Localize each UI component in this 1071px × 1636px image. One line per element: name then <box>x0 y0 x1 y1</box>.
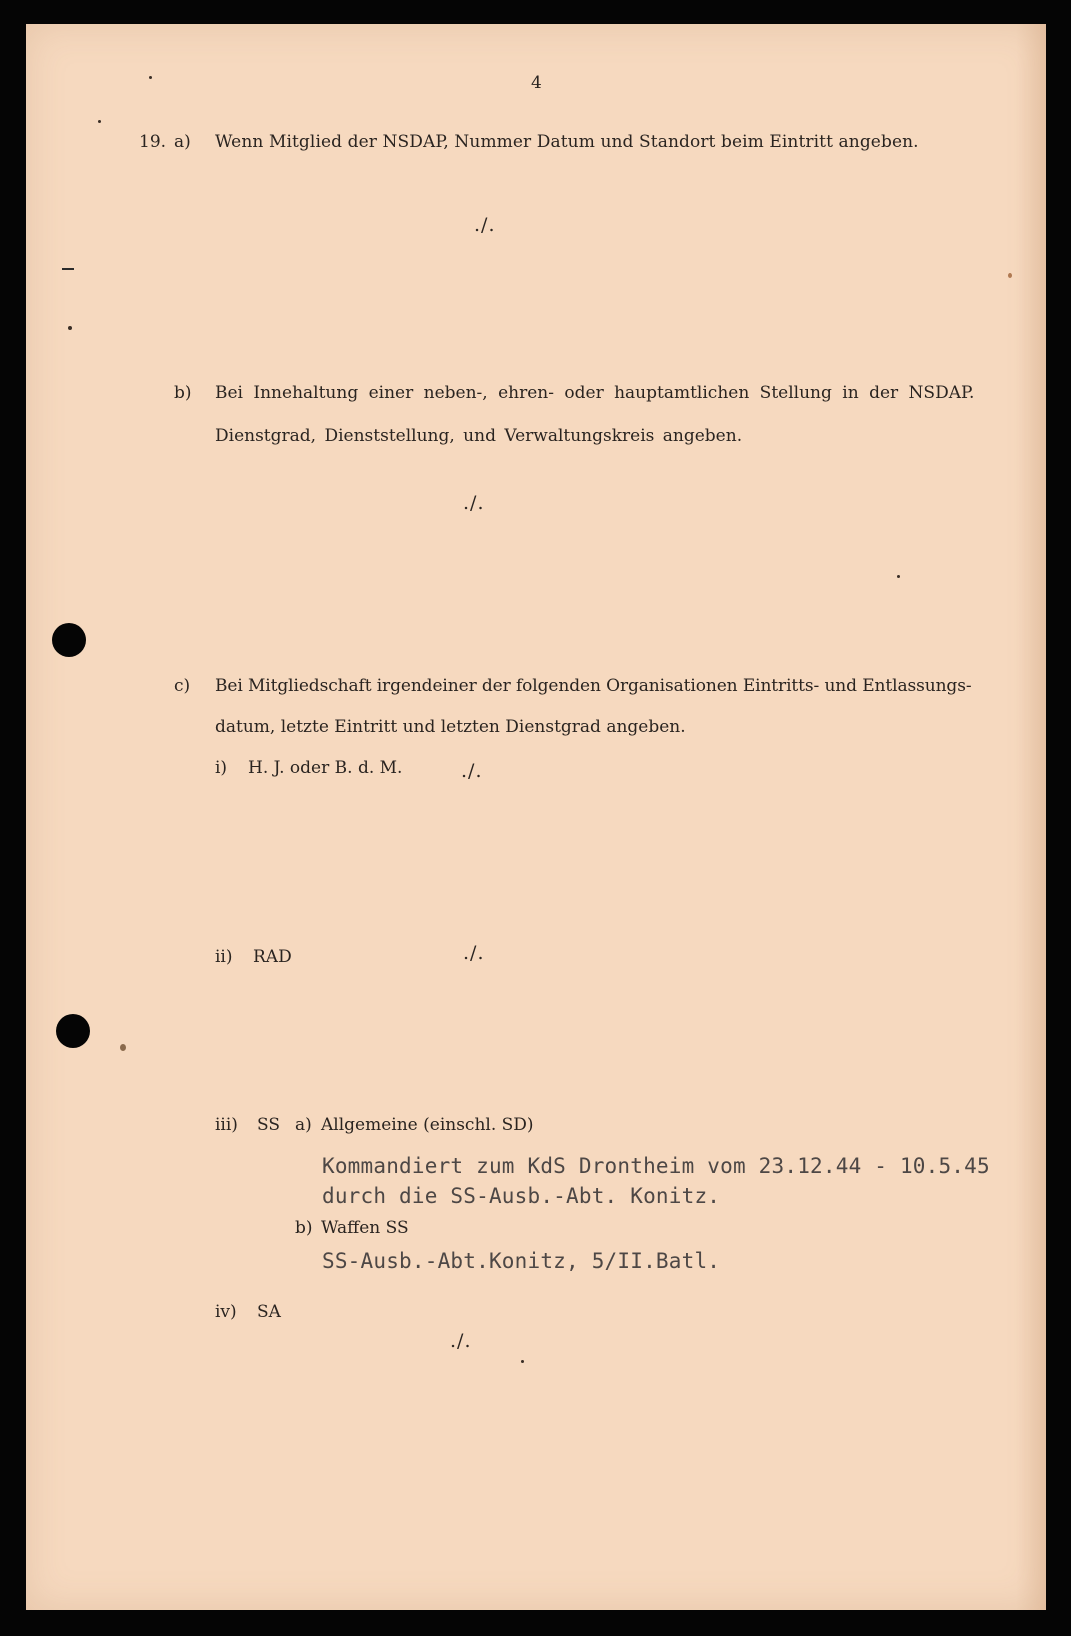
question-a-label: a) <box>174 132 191 152</box>
paper-speck <box>68 326 72 330</box>
item-iii-text: SS <box>257 1115 280 1135</box>
question-c-line1: Bei Mitgliedschaft irgendeiner der folgenden Organisationen Eintritts- und Entlassungs- <box>215 676 972 696</box>
answer-a-empty: ./. <box>474 214 496 236</box>
paper-edge-shading <box>1016 24 1046 1610</box>
item-ii-label: ii) <box>215 947 233 967</box>
question-c-line2: datum, letzte Eintritt und letzten Dienstgrad angeben. <box>215 717 686 737</box>
punch-hole-lower <box>56 1014 90 1048</box>
answer-i-empty: ./. <box>461 760 483 782</box>
item-iii-b-label: b) <box>295 1218 313 1238</box>
paper-speck <box>521 1360 524 1363</box>
punch-hole-upper <box>52 623 86 657</box>
document-page <box>26 24 1046 1610</box>
item-i-label: i) <box>215 758 228 778</box>
stray-mark <box>62 268 74 270</box>
question-c-label: c) <box>174 676 191 696</box>
paper-speck <box>98 120 101 123</box>
paper-speck <box>897 575 900 578</box>
answer-b-empty: ./. <box>463 492 485 514</box>
typed-entry-allgemeine-1: Kommandiert zum KdS Drontheim vom 23.12.44 - 10.5.45 <box>322 1154 990 1178</box>
question-b-line2: Dienstgrad, Dienststellung, und Verwaltungskreis angeben. <box>215 426 743 446</box>
item-iv-text: SA <box>257 1302 281 1322</box>
item-iv-label: iv) <box>215 1302 237 1322</box>
item-ii-text: RAD <box>253 947 292 967</box>
question-number: 19. <box>139 132 167 152</box>
item-iii-b-text: Waffen SS <box>321 1218 409 1238</box>
item-iii-a-text: Allgemeine (einschl. SD) <box>321 1115 534 1135</box>
typed-entry-waffen-ss: SS-Ausb.-Abt.Konitz, 5/II.Batl. <box>322 1249 721 1273</box>
question-a-text: Wenn Mitglied der NSDAP, Nummer Datum und Standort beim Eintritt angeben. <box>215 132 919 152</box>
question-b-line1: Bei Innehaltung einer neben-, ehren- oder hauptamtlichen Stellung in der NSDAP. <box>215 383 975 403</box>
paper-speck <box>149 76 152 79</box>
paper-speck <box>120 1044 126 1051</box>
question-b-label: b) <box>174 383 192 403</box>
page-number: 4 <box>531 73 542 93</box>
typed-entry-allgemeine-2: durch die SS-Ausb.-Abt. Konitz. <box>322 1184 721 1208</box>
paper-speck <box>1008 273 1012 278</box>
answer-iv-empty: ./. <box>450 1330 472 1352</box>
item-iii-a-label: a) <box>295 1115 312 1135</box>
item-iii-label: iii) <box>215 1115 238 1135</box>
answer-ii-empty: ./. <box>463 942 485 964</box>
item-i-text: H. J. oder B. d. M. <box>248 758 403 778</box>
